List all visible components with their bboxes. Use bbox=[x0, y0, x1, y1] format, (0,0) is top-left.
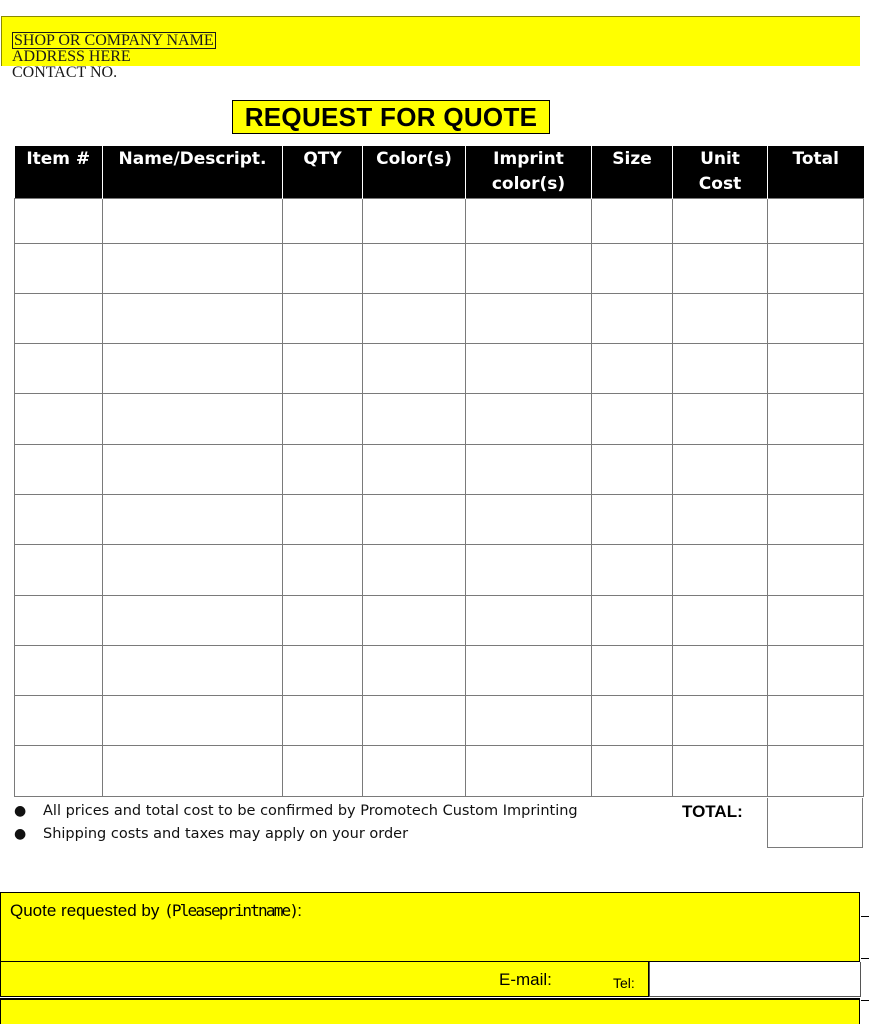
table-cell[interactable] bbox=[283, 545, 363, 595]
table-row bbox=[15, 293, 864, 343]
table-cell[interactable] bbox=[592, 545, 673, 595]
table-cell[interactable] bbox=[673, 645, 768, 695]
table-row bbox=[15, 394, 864, 444]
table-cell[interactable] bbox=[592, 746, 673, 796]
table-cell[interactable] bbox=[15, 746, 103, 796]
table-cell[interactable] bbox=[363, 243, 466, 293]
table-cell[interactable] bbox=[103, 545, 283, 595]
table-row bbox=[15, 198, 864, 243]
column-header-colors: Color(s) bbox=[363, 146, 466, 198]
table-cell[interactable] bbox=[768, 344, 864, 394]
requested-by-label bbox=[10, 901, 302, 921]
table-row bbox=[15, 243, 864, 293]
requested-by-hint: (Pleaseprintname) bbox=[164, 901, 298, 920]
table-cell[interactable] bbox=[103, 198, 283, 243]
table-cell[interactable] bbox=[768, 243, 864, 293]
note-text: All prices and total cost to be confirmed by Promotech Custom Imprinting bbox=[43, 803, 578, 819]
table-cell[interactable] bbox=[103, 243, 283, 293]
table-cell[interactable] bbox=[15, 494, 103, 544]
company-name: SHOP OR COMPANY NAME bbox=[14, 32, 214, 49]
table-cell[interactable] bbox=[363, 645, 466, 695]
company-info bbox=[12, 32, 216, 81]
table-cell[interactable] bbox=[103, 444, 283, 494]
table-cell[interactable] bbox=[15, 545, 103, 595]
table-cell[interactable] bbox=[673, 696, 768, 746]
table-cell[interactable] bbox=[768, 394, 864, 444]
table-cell[interactable] bbox=[103, 293, 283, 343]
table-cell[interactable] bbox=[283, 696, 363, 746]
page-title: REQUEST FOR QUOTE bbox=[232, 100, 550, 134]
column-header-unit-cost: Unit Cost bbox=[673, 146, 768, 198]
table-cell[interactable] bbox=[466, 293, 592, 343]
table-cell[interactable] bbox=[466, 545, 592, 595]
table-cell[interactable] bbox=[15, 243, 103, 293]
table-cell[interactable] bbox=[103, 696, 283, 746]
table-cell[interactable] bbox=[283, 746, 363, 796]
table-cell[interactable] bbox=[363, 696, 466, 746]
email-label: E-mail: bbox=[499, 970, 552, 989]
table-cell[interactable] bbox=[592, 198, 673, 243]
table-cell[interactable] bbox=[673, 243, 768, 293]
table-cell[interactable] bbox=[466, 243, 592, 293]
table-cell[interactable] bbox=[15, 595, 103, 645]
column-header-item: Item # bbox=[15, 146, 103, 198]
table-cell[interactable] bbox=[592, 494, 673, 544]
table-cell[interactable] bbox=[103, 494, 283, 544]
table-cell[interactable] bbox=[103, 595, 283, 645]
table-cell[interactable] bbox=[768, 595, 864, 645]
table-cell[interactable] bbox=[466, 344, 592, 394]
table-cell[interactable] bbox=[673, 595, 768, 645]
table-cell[interactable] bbox=[363, 293, 466, 343]
column-header-qty: QTY bbox=[283, 146, 363, 198]
table-cell[interactable] bbox=[466, 645, 592, 695]
table-cell[interactable] bbox=[768, 444, 864, 494]
table-cell[interactable] bbox=[673, 394, 768, 444]
table-cell[interactable] bbox=[592, 344, 673, 394]
table-cell[interactable] bbox=[363, 545, 466, 595]
table-cell[interactable] bbox=[466, 746, 592, 796]
table-cell[interactable] bbox=[283, 198, 363, 243]
total-value-field[interactable] bbox=[767, 798, 863, 848]
table-cell[interactable] bbox=[592, 444, 673, 494]
table-cell[interactable] bbox=[466, 198, 592, 243]
requested-by-text: Quote requested by bbox=[10, 901, 165, 920]
table-cell[interactable] bbox=[673, 198, 768, 243]
table-cell[interactable] bbox=[466, 394, 592, 444]
company-address: ADDRESS HERE bbox=[12, 48, 131, 65]
table-cell[interactable] bbox=[673, 494, 768, 544]
divider bbox=[861, 1000, 869, 1001]
note-text: Shipping costs and taxes may apply on your order bbox=[43, 826, 409, 842]
table-cell[interactable] bbox=[103, 645, 283, 695]
table-row bbox=[15, 344, 864, 394]
company-header bbox=[1, 16, 860, 81]
table-row bbox=[15, 645, 864, 695]
divider bbox=[861, 958, 869, 959]
table-cell[interactable] bbox=[768, 198, 864, 243]
table-cell[interactable] bbox=[15, 645, 103, 695]
table-row bbox=[15, 595, 864, 645]
table-cell[interactable] bbox=[768, 293, 864, 343]
table-cell[interactable] bbox=[768, 746, 864, 796]
bullet-icon: ● bbox=[14, 826, 27, 842]
table-cell[interactable] bbox=[466, 444, 592, 494]
table-cell[interactable] bbox=[592, 645, 673, 695]
table-cell[interactable] bbox=[363, 344, 466, 394]
table-cell[interactable] bbox=[283, 595, 363, 645]
table-cell[interactable] bbox=[283, 293, 363, 343]
table-cell[interactable] bbox=[363, 494, 466, 544]
table-row bbox=[15, 746, 864, 796]
table-header-row bbox=[15, 146, 864, 198]
column-header-size: Size bbox=[592, 146, 673, 198]
table-cell[interactable] bbox=[103, 344, 283, 394]
table-cell[interactable] bbox=[768, 494, 864, 544]
table-cell[interactable] bbox=[363, 394, 466, 444]
divider bbox=[861, 916, 869, 917]
table-cell[interactable] bbox=[15, 696, 103, 746]
table-cell[interactable] bbox=[673, 293, 768, 343]
table-cell[interactable] bbox=[673, 545, 768, 595]
table-cell[interactable] bbox=[592, 293, 673, 343]
table-cell[interactable] bbox=[283, 344, 363, 394]
table-cell[interactable] bbox=[283, 494, 363, 544]
table-cell[interactable] bbox=[673, 746, 768, 796]
requested-by-field[interactable] bbox=[0, 892, 860, 962]
column-header-imprint-colors: Imprint color(s) bbox=[466, 146, 592, 198]
list-item bbox=[14, 800, 694, 823]
table-cell[interactable] bbox=[15, 198, 103, 243]
table-cell[interactable] bbox=[283, 243, 363, 293]
total-label: TOTAL: bbox=[682, 802, 743, 821]
table-cell[interactable] bbox=[363, 746, 466, 796]
table-cell[interactable] bbox=[15, 444, 103, 494]
table-cell[interactable] bbox=[592, 696, 673, 746]
table-cell[interactable] bbox=[768, 696, 864, 746]
table-cell[interactable] bbox=[283, 444, 363, 494]
table-cell[interactable] bbox=[592, 243, 673, 293]
table-cell[interactable] bbox=[466, 595, 592, 645]
table-cell[interactable] bbox=[466, 494, 592, 544]
table-row bbox=[15, 696, 864, 746]
table-cell[interactable] bbox=[466, 696, 592, 746]
table-cell[interactable] bbox=[15, 394, 103, 444]
table-cell[interactable] bbox=[673, 344, 768, 394]
table-row bbox=[15, 494, 864, 544]
bullet-icon: ● bbox=[14, 803, 27, 819]
email-field[interactable] bbox=[0, 962, 649, 997]
company-contact: CONTACT NO. bbox=[12, 64, 118, 81]
table-cell[interactable] bbox=[768, 645, 864, 695]
table-cell[interactable] bbox=[768, 545, 864, 595]
list-item bbox=[14, 823, 694, 846]
table-cell[interactable] bbox=[363, 595, 466, 645]
column-header-total: Total bbox=[768, 146, 864, 198]
table-cell[interactable] bbox=[283, 645, 363, 695]
table-cell[interactable] bbox=[283, 394, 363, 444]
table-cell[interactable] bbox=[15, 293, 103, 343]
table-row bbox=[15, 444, 864, 494]
footer-band bbox=[0, 998, 860, 1024]
table-cell[interactable] bbox=[363, 444, 466, 494]
tel-label: Tel: bbox=[613, 975, 635, 991]
column-header-name: Name/Descript. bbox=[103, 146, 283, 198]
table-cell[interactable] bbox=[103, 394, 283, 444]
quote-table bbox=[14, 146, 864, 797]
table-cell[interactable] bbox=[673, 444, 768, 494]
requested-by-colon: : bbox=[297, 901, 302, 920]
table-cell[interactable] bbox=[103, 746, 283, 796]
table-cell[interactable] bbox=[15, 344, 103, 394]
table-cell[interactable] bbox=[592, 394, 673, 444]
table-row bbox=[15, 545, 864, 595]
notes-list bbox=[14, 800, 694, 846]
table-cell[interactable] bbox=[363, 198, 466, 243]
table-cell[interactable] bbox=[592, 595, 673, 645]
tel-field[interactable] bbox=[649, 962, 861, 997]
